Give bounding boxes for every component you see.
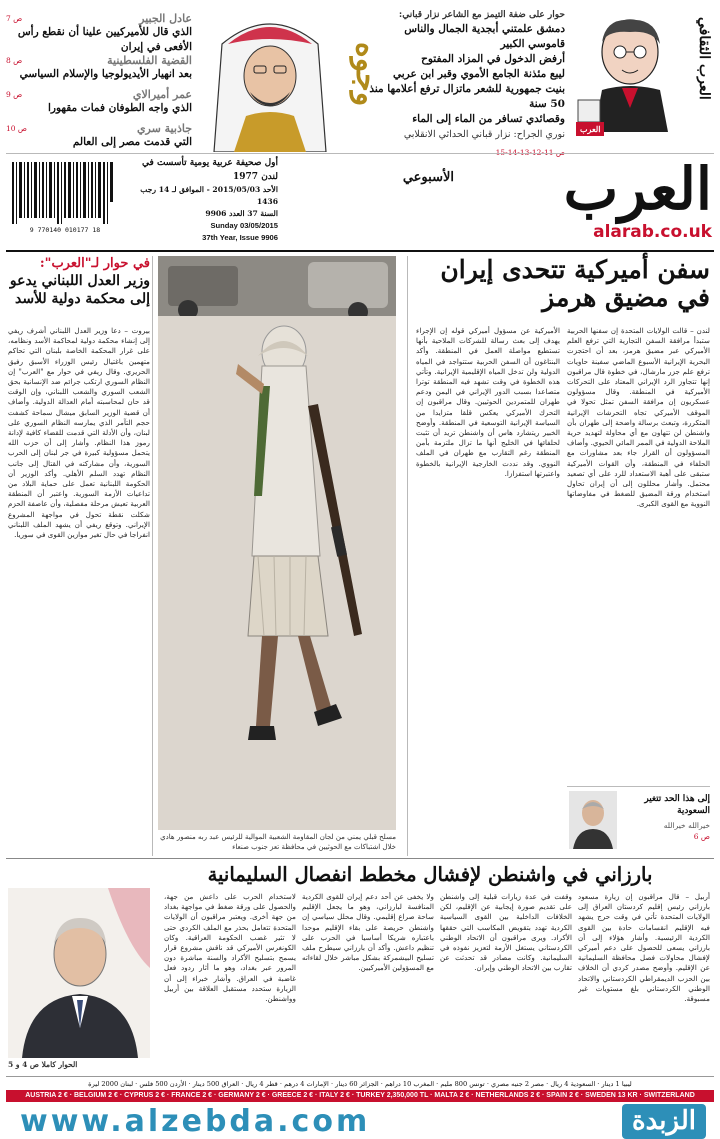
side-kicker: في حوار لـ"العرب": bbox=[39, 256, 150, 271]
teaser-name: عادل الجبير bbox=[139, 12, 192, 25]
teaser-page: ص 8 bbox=[6, 56, 23, 65]
side-headline-line-1: وزير العدل اللبناني يدعو bbox=[9, 273, 150, 289]
masthead-logo: العرب bbox=[563, 155, 712, 223]
pub-line-4: Sunday 03/05/2015 bbox=[210, 221, 278, 230]
teaser-title: الذي قال للأميركيين علينا أن نقطع رأس الأفعى في إيران bbox=[17, 26, 192, 53]
teaser-page: ص 7 bbox=[6, 14, 23, 23]
side-tag: العرب bbox=[576, 122, 604, 136]
side-footer[interactable]: الحوار كاملا ص 4 و 5 bbox=[8, 1060, 78, 1069]
wojouh-teaser-1[interactable] bbox=[6, 12, 192, 55]
nizar-line-2: أرفض الدخول في المزاد المفتوح bbox=[421, 53, 565, 65]
wojouh-teasers bbox=[6, 12, 192, 152]
wojouh-teaser-3[interactable] bbox=[6, 88, 192, 116]
lead-col-1: لندن – قالت الولايات المتحدة إن سفنها الحربية ستبدأ مرافقة السفن التجارية التي ترفع العلم الأميركي عبر مضيق هرمز، بعد أن احتجزت البحرية الإيرانية الأسبوع الماضي سفينة حاويات ترفع علم جزر مارشال، في خطوة قال مراقبون إنها تتجاوز الرد الإيراني المعتاد على التحركات الأميركية في المنطقة. وقال مسؤولون عسكريون إن مرافقة السفن تمثل تحولا في الموقف الأميركي تجاه التحرشات الإيرانية المتكررة، وتبعث برسالة واضحة إلى طهران بأن واشنطن لن تتهاون مع أي محاولة لتهديد حرية الملاحة الدولية في الممر المائي الحيوي. وأضاف المسؤولون أن القرار جاء بعد مشاورات مع الحلفاء في المنطقة، وأن القوات الأميركية ستبقى على أهبة الاستعداد للرد على أي تصعيد محتمل. وأشار محللون إلى أن إيران تحاول استخدام ورقة المضيق للضغط في مفاوضاتها النووية مع القوى الكبرى. bbox=[567, 326, 710, 509]
jubeir-caricature bbox=[194, 4, 346, 152]
lead-headline[interactable] bbox=[410, 256, 710, 322]
side-headline-line-2: إلى محكمة دولية للأسد bbox=[14, 291, 150, 307]
lead-col-2: الأميركية عن مسؤول أميركي قوله إن الإجراء يهدف إلى بعث رسالة للشركات الملاحية بأنها تستطيع مواصلة العمل في المنطقة. وأكد البنتاغون أن السفن الحربية ستتواجد في المياه الدولية ولن تدخل المياه الإقليمية الإيرانية. وتأتي هذه الخطوة في وقت تشهد فيه المنطقة توترا متصاعدا بسبب الدور الإيراني في اليمن ودعم طهران للمتمردين الحوثيين. وقال مراقبون إن التحرك الأميركي يعكس قلقا متزايدا من السياسة الإيرانية التوسعية في المنطقة. وأوضح الخبير ريتشارد هاس أن واشنطن تريد أن تثبت لحلفائها في الخليج أنها ما تزال ملتزمة بأمن المنطقة رغم التقارب مع طهران في الملف النووي. وقد نددت الخارجية الإيرانية بالخطوة واعتبرتها استفزازا. bbox=[416, 326, 560, 478]
pub-line-2: الأحد 2015/05/03 - الموافق لـ 14 رجب 1436 bbox=[140, 185, 278, 206]
header-right-portrait bbox=[570, 6, 712, 146]
nizar-kicker: حوار على ضفة التيمز مع الشاعر نزار قباني: bbox=[398, 10, 565, 20]
photo-caption: مسلح قبلي يمني من لجان المقاومة الشعبية الموالية للرئيس عبد ربه منصور هادي خلال اشتباكات مع الحوثيين في محافظة تعز جنوب صنعاء bbox=[160, 833, 396, 851]
nizar-teaser[interactable] bbox=[365, 8, 565, 142]
masthead-site: alarab.co.uk bbox=[593, 222, 712, 242]
prices-latin: AUSTRIA 2 € · BELGIUM 2 € · CYPRUS 2 € · FRANCE 2 € · GERMANY 2 € · GREECE 2 € · ITALY 2 € · TURKEY 2,350,000 TL · MALTA 2 € · NETHERLANDS 2 € · SPAIN 2 € · SWEDEN 13 KR · SWITZERLAND bbox=[6, 1090, 714, 1102]
teaser-title: الذي واجه الطوفان فمات مقهورا bbox=[47, 102, 192, 114]
side-headline[interactable] bbox=[8, 256, 150, 322]
wojouh-teaser-4[interactable] bbox=[6, 122, 192, 150]
rifi-photo-box bbox=[8, 888, 150, 1072]
mini-teaser-page: ص 6 bbox=[693, 832, 710, 841]
barzani-col-1: أربيل – قال مراقبون إن زيارة مسعود بارزاني رئيس إقليم كردستان العراق إلى الولايات المتحدة تأتي في وقت حرج يشهد فيه الإقليم انقسامات حادة بين القوى الكردية الرئيسية. وأشار هؤلاء إلى أن بارزاني يسعى للحصول على دعم أميركي لإفشال محاولات فصل محافظة السليمانية عن الإقليم. وأوضح مصدر كردي أن الخلاف بين الحزب الديمقراطي الكردستاني والاتحاد الوطني الكردستاني بلغ مستويات غير مسبوقة. bbox=[578, 892, 710, 1004]
footer-logo: الزبدة bbox=[622, 1104, 706, 1139]
nizar-line-4: بنيت جمهورية للشعر ماتزال ترفع أعلامها منذ 50 سنة bbox=[369, 83, 565, 110]
columnist-photo bbox=[569, 791, 617, 849]
teaser-page: ص 10 bbox=[6, 124, 27, 133]
pub-info bbox=[128, 156, 278, 248]
lead-headline-line-1: سفن أميركية تتحدى إيران bbox=[440, 255, 710, 284]
pub-line-5: 37th Year, Issue 9906 bbox=[202, 233, 278, 242]
pub-line-3: السنة 37 العدد 9906 bbox=[205, 209, 278, 218]
teaser-title: التي قدمت مصر إلى العالم bbox=[72, 136, 192, 148]
wojouh-teaser-2[interactable] bbox=[6, 54, 192, 82]
masthead-weekly: الأسبوعي bbox=[402, 170, 454, 185]
barzani-col-3: ولا يخفى عن أحد دعم إيران للقوى الكردية المنافسة لبارزاني، وهو ما يجعل الإقليم ساحة صراع إقليمي. وقال محلل سياسي إن واشنطن حريصة على بقاء الإقليم موحدا باعتباره شريكا أساسيا في الحرب على تنظيم داعش. وأكد أن بارزاني سيطرح ملف تسليح البيشمركة بشكل مباشر خلال لقاءاته مع المسؤولين الأميركيين. bbox=[302, 892, 434, 973]
teaser-title: بعد انهيار الأيديولوجيا والإسلام السياسي bbox=[19, 68, 192, 80]
barzani-headline[interactable]: بارزاني في واشنطن لإفشال مخطط انفصال السليمانية bbox=[207, 863, 653, 886]
teaser-page: ص 9 bbox=[6, 90, 23, 99]
nizar-line-3: ليبع مئذنة الجامع الأموي وقبر ابن عربي bbox=[392, 68, 565, 80]
barzani-col-4: لاستخدام الحرب على داعش من جهة، والحصول على ورقة ضغط في مواجهة بغداد من جهة أخرى. ويعتبر مراقبون أن الولايات المتحدة تتعامل بحذر مع الملف الكردي حتى لا تثير غضب الحكومة العراقية. وكان الكونغرس الأميركي قد ناقش مشروع قرار يسمح بتسليح الأكراد والسنة مباشرة دون المرور عبر بغداد، وهو ما أثار ردود فعل غاضبة في العراق. وأشار خبراء إلى أن الزيارة ستحدد مستقبل العلاقة بين أربيل وواشنطن. bbox=[164, 892, 296, 1004]
nizar-line-5: وقصائدي تسافر من الماء إلى الماء bbox=[412, 113, 565, 125]
mini-teaser-byline: خيرالله خيرالله bbox=[663, 821, 710, 830]
barcode bbox=[10, 160, 120, 244]
nizar-line-1: دمشق علمتني أبجدية الجمال والناس قاموسي الكبير bbox=[404, 23, 565, 50]
pub-line-1: أول صحيفة عربية يومية تأسست في لندن 1977 bbox=[142, 158, 278, 182]
gunman-photo bbox=[158, 256, 396, 830]
wojouh-label: وجوه bbox=[349, 41, 384, 107]
lead-photo bbox=[158, 256, 396, 830]
footer-site[interactable]: www.alzebda.com bbox=[20, 1104, 371, 1139]
barcode-bars bbox=[10, 160, 120, 226]
masthead bbox=[252, 156, 712, 248]
footer-banner bbox=[0, 1104, 720, 1139]
lead-headline-line-2: في مضيق هرمز bbox=[542, 283, 710, 312]
mini-teaser-title: إلى هذا الحد تتغير السعودية bbox=[644, 794, 710, 816]
barzani-col-2: وقفت في عدة زيارات قبلية إلى واشنطن على تقديم صورة إيجابية عن الإقليم، لكن الخلافات الداخلية بين القوى السياسية الكردية تهدد بتقويض المكاسب التي حققها الأكراد. ويرى مراقبون أن الاتحاد الوطني الكردستاني يستغل الأزمة لتعزيز نفوذه في السليمانية. وكانت مصادر قد تحدثت عن تقارب بين الاتحاد الوطني وإيران. bbox=[440, 892, 572, 973]
side-label: العرب الثقافي bbox=[696, 16, 712, 100]
mini-teaser[interactable] bbox=[567, 786, 710, 852]
wojouh-portrait bbox=[194, 4, 346, 152]
teaser-name: القضية الفلسطينية bbox=[107, 54, 192, 67]
teaser-name: عمر أميرالاي bbox=[132, 88, 192, 101]
nizar-byline: نوري الجراح: نزار قباني الحداثي الانقلابي bbox=[403, 129, 565, 140]
nizar-caricature bbox=[572, 12, 682, 132]
side-body: بيروت – دعا وزير العدل اللبناني أشرف ريفي إلى إنشاء محكمة دولية لمحاكمة الأسد ونظامه، على غرار المحكمة الخاصة بلبنان التي تحاكم متهمين باغتيال رئيس الوزراء الأسبق رفيق الحريري. وقال ريفي في حوار مع "العرب" إن النظام السوري ارتكب جرائم ضد الإنسانية بحق الشعب السوري والشعب اللبناني، وإن الوقت قد حان لمحاسبته أمام العدالة الدولية. وأضاف أن قضية الوزير السابق ميشال سماحة كشفت حجم التآمر الذي يمارسه النظام السوري على لبنان، وأن الأدلة التي قدمت للقضاء كافية لإدانة رموز هذا النظام. وأشار إلى أن حزب الله يتحمل مسؤولية كبيرة في جر لبنان إلى الحرب السورية، وأن مشاركته في القتال إلى جانب النظام تهدد السلم الأهلي. وأكد الوزير أن الحكومة اللبنانية تعمل على حماية البلاد من تداعيات الأزمة السورية. واعتبر أن المنطقة العربية تعيش مرحلة مفصلية، وأن عاصفة الحزم شكلت نقطة تحول في مواجهة المشروع الإيراني. وتوقع ريفي أن يشهد الملف اللبناني انفراجا في حال تغير موازين القوى في سوريا. bbox=[8, 326, 150, 540]
teaser-name: جاذبية سري bbox=[136, 122, 192, 135]
barcode-number: 9 770140 010177 18 bbox=[29, 226, 101, 234]
prices-arabic: ليبيا 1 دينار · السعودية 4 ريال · مصر 2 جنيه مصري · تونس 800 مليم · المغرب 10 دراهم · الجزائر 60 دينار · الإمارات 4 درهم · قطر 4 ريال · العراق 500 دينار · الأردن 500 فلس · لبنان 2000 ليرة bbox=[6, 1076, 714, 1090]
rifi-photo bbox=[8, 888, 150, 1058]
